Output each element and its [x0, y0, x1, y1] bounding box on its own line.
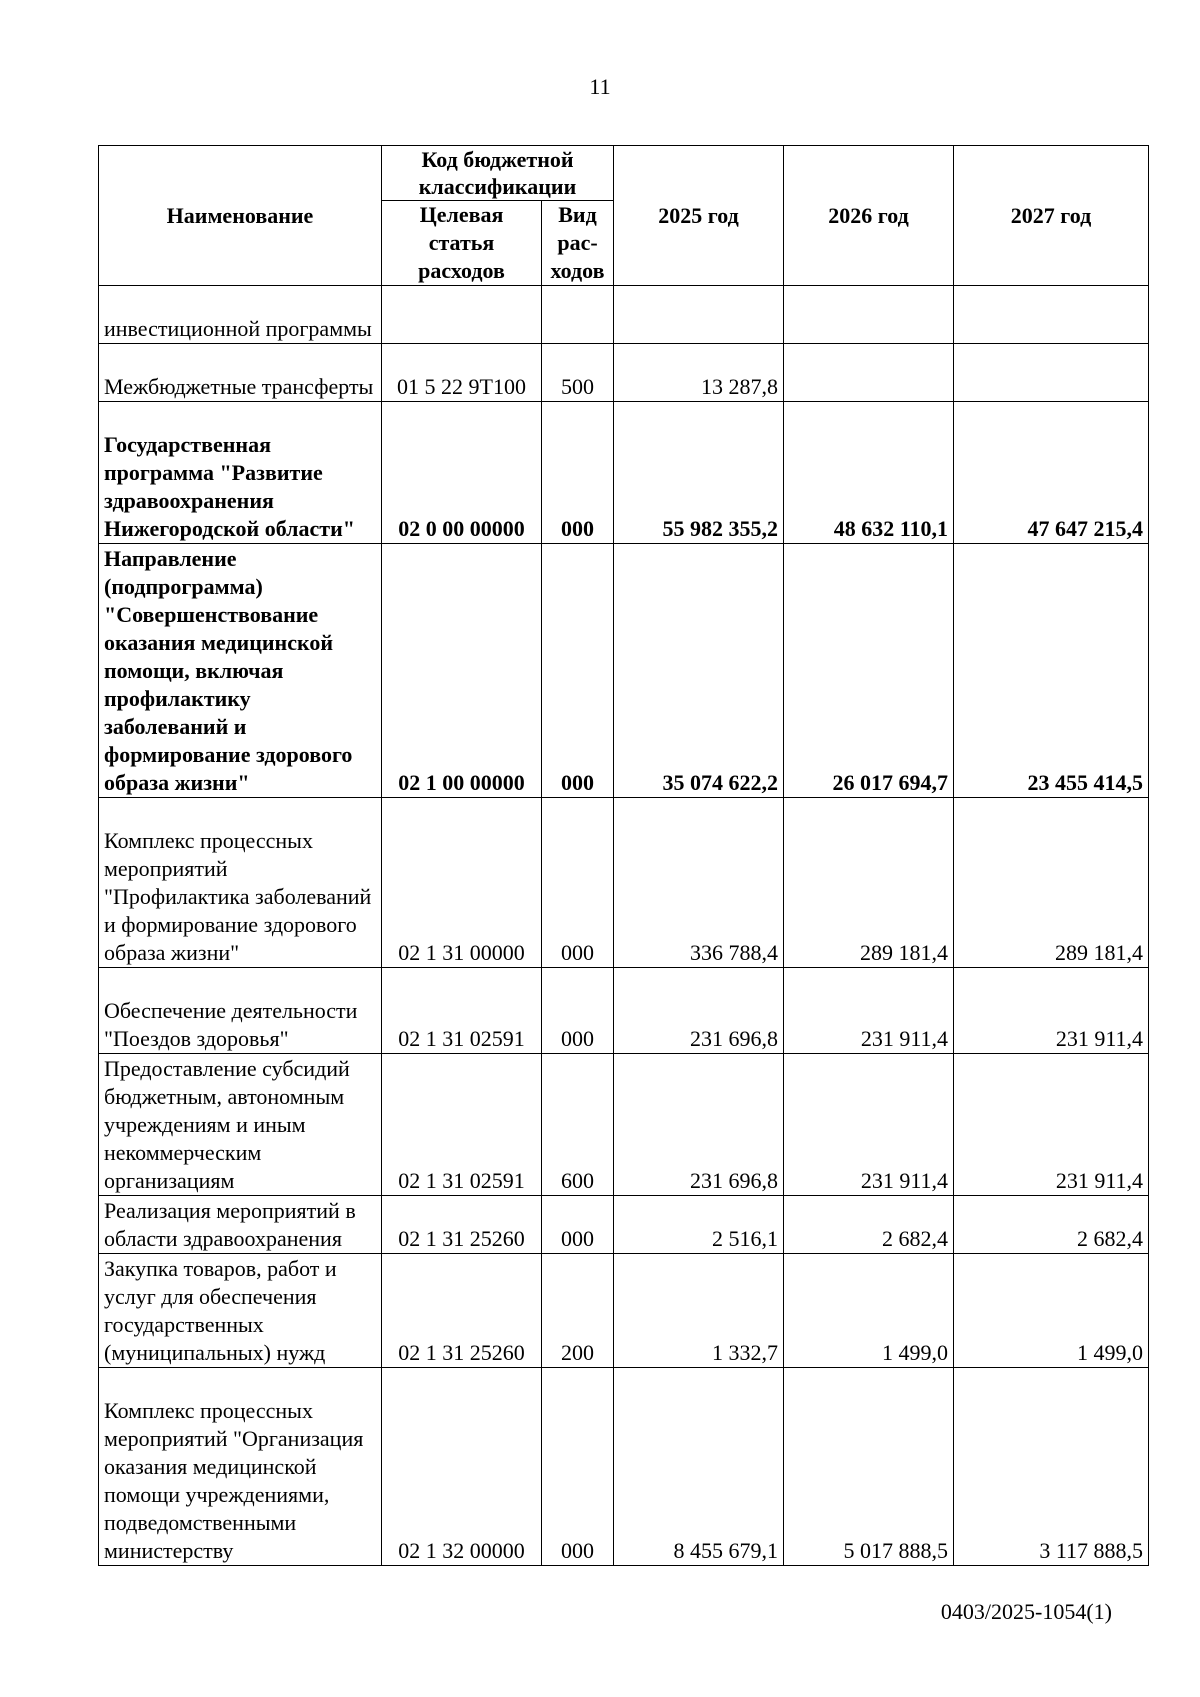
- row-value-2025: 231 696,8: [614, 1054, 784, 1196]
- row-target-item: 02 1 31 25260: [382, 1254, 542, 1368]
- table-row: [99, 1196, 1149, 1254]
- row-value-2027: 289 181,4: [954, 798, 1149, 968]
- row-value-2025: 336 788,4: [614, 798, 784, 968]
- row-value-2026: 26 017 694,7: [784, 544, 954, 798]
- page-number: 11: [589, 74, 611, 99]
- row-name: Комплекс процессных мероприятий "Организация оказания медицинской помощи учреждениями, подведомственными министерству: [99, 1368, 382, 1566]
- row-value-2027: 23 455 414,5: [954, 544, 1149, 798]
- header-2025: 2025 год: [614, 146, 784, 286]
- row-expense-type: 000: [542, 1196, 614, 1254]
- row-target-item: 01 5 22 9Т100: [382, 344, 542, 402]
- table-row: [99, 344, 1149, 402]
- row-value-2025: 13 287,8: [614, 344, 784, 402]
- table-row: [99, 1368, 1149, 1566]
- row-expense-type: 000: [542, 798, 614, 968]
- header-target-item: Целевая статья расходов: [382, 201, 542, 286]
- row-name: Обеспечение деятельности "Поездов здоровья": [99, 968, 382, 1054]
- row-value-2025: 231 696,8: [614, 968, 784, 1054]
- row-value-2026: [784, 286, 954, 344]
- row-expense-type: 000: [542, 544, 614, 798]
- row-value-2027: 47 647 215,4: [954, 402, 1149, 544]
- table-row: [99, 968, 1149, 1054]
- row-target-item: 02 1 32 00000: [382, 1368, 542, 1566]
- row-name: Комплекс процессных мероприятий "Профилактика заболеваний и формирование здорового образа жизни": [99, 798, 382, 968]
- row-value-2027: 3 117 888,5: [954, 1368, 1149, 1566]
- row-value-2026: 5 017 888,5: [784, 1368, 954, 1566]
- row-value-2026: 289 181,4: [784, 798, 954, 968]
- row-expense-type: 000: [542, 1368, 614, 1566]
- table-row: [99, 286, 1149, 344]
- row-name: Закупка товаров, работ и услуг для обеспечения государственных (муниципальных) нужд: [99, 1254, 382, 1368]
- row-value-2027: 231 911,4: [954, 1054, 1149, 1196]
- table-row: [99, 1254, 1149, 1368]
- row-value-2027: 2 682,4: [954, 1196, 1149, 1254]
- table-row: [99, 798, 1149, 968]
- row-value-2025: 8 455 679,1: [614, 1368, 784, 1566]
- row-value-2025: 55 982 355,2: [614, 402, 784, 544]
- row-value-2026: 1 499,0: [784, 1254, 954, 1368]
- row-value-2027: [954, 344, 1149, 402]
- row-name: Реализация мероприятий в области здравоохранения: [99, 1196, 382, 1254]
- budget-table: [98, 145, 1149, 1566]
- table-row: [99, 402, 1149, 544]
- row-expense-type: 200: [542, 1254, 614, 1368]
- row-target-item: 02 1 00 00000: [382, 544, 542, 798]
- row-value-2026: 231 911,4: [784, 968, 954, 1054]
- row-name: Направление (подпрограмма) "Совершенствование оказания медицинской помощи, включая профилактику заболеваний и формирование здорового образа жизни": [99, 544, 382, 798]
- row-value-2026: [784, 344, 954, 402]
- row-target-item: 02 1 31 02591: [382, 968, 542, 1054]
- row-name: Государственная программа "Развитие здравоохранения Нижегородской области": [99, 402, 382, 544]
- document-id: 0403/2025-1054(1): [940, 1599, 1112, 1624]
- row-value-2025: [614, 286, 784, 344]
- header-expense-type: Вид рас-ходов: [542, 201, 614, 286]
- table-header-row: [99, 146, 1149, 201]
- header-2027: 2027 год: [954, 146, 1149, 286]
- table-row: [99, 1054, 1149, 1196]
- row-name: инвестиционной программы: [99, 286, 382, 344]
- row-value-2026: 231 911,4: [784, 1054, 954, 1196]
- header-2026: 2026 год: [784, 146, 954, 286]
- row-value-2025: 35 074 622,2: [614, 544, 784, 798]
- row-value-2025: 1 332,7: [614, 1254, 784, 1368]
- row-expense-type: [542, 286, 614, 344]
- row-expense-type: 000: [542, 402, 614, 544]
- row-value-2027: [954, 286, 1149, 344]
- row-name: Предоставление субсидий бюджетным, автономным учреждениям и иным некоммерческим организациям: [99, 1054, 382, 1196]
- row-expense-type: 000: [542, 968, 614, 1054]
- row-target-item: 02 1 31 02591: [382, 1054, 542, 1196]
- row-value-2027: 1 499,0: [954, 1254, 1149, 1368]
- row-expense-type: 600: [542, 1054, 614, 1196]
- row-value-2026: 2 682,4: [784, 1196, 954, 1254]
- row-value-2027: 231 911,4: [954, 968, 1149, 1054]
- row-target-item: 02 1 31 25260: [382, 1196, 542, 1254]
- header-name: Наименование: [99, 146, 382, 286]
- row-value-2025: 2 516,1: [614, 1196, 784, 1254]
- row-target-item: 02 0 00 00000: [382, 402, 542, 544]
- table-body: [99, 286, 1149, 1566]
- row-expense-type: 500: [542, 344, 614, 402]
- table-row: [99, 544, 1149, 798]
- header-code-group: Код бюджетной классификации: [382, 146, 614, 201]
- row-value-2026: 48 632 110,1: [784, 402, 954, 544]
- row-target-item: [382, 286, 542, 344]
- row-name: Межбюджетные трансферты: [99, 344, 382, 402]
- row-target-item: 02 1 31 00000: [382, 798, 542, 968]
